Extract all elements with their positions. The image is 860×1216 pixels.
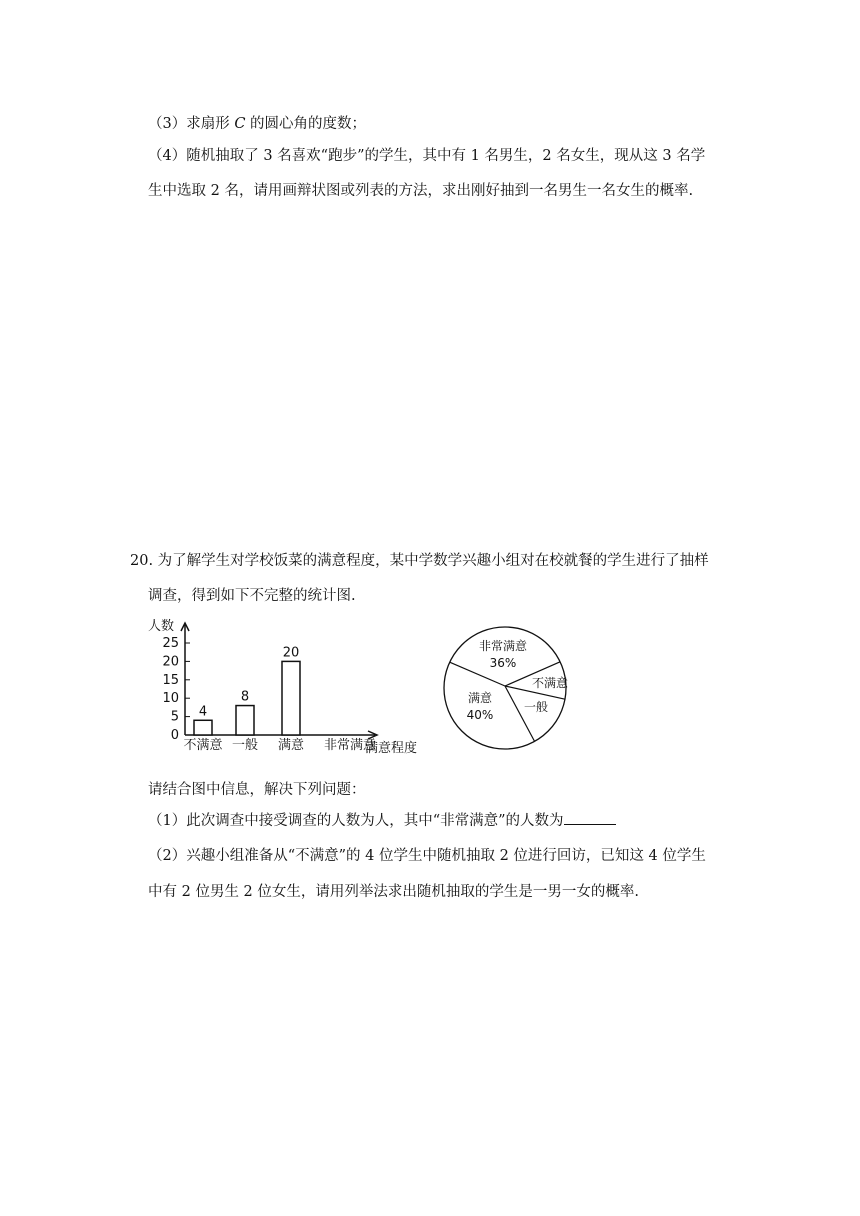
variable-c: C <box>234 116 246 132</box>
bar-value-label: 20 <box>282 645 300 661</box>
q19-part4-line2: 生中选取 2 名，请用画辩状图或列表的方法，求出刚好抽到一名男生一名女生的概率. <box>148 183 694 199</box>
y-tick-label: 0 <box>170 728 179 743</box>
bar-1 <box>194 720 212 735</box>
bar-chart-ylabel: 人数 <box>148 619 175 634</box>
y-tick-label: 5 <box>170 709 179 725</box>
q20-part2-line2: 中有 2 位男生 2 位女生，请用列举法求出随机抽取的学生是一男一女的概率. <box>148 884 639 900</box>
y-tick-label: 25 <box>162 636 179 651</box>
pie-slice-label: 一般 <box>523 700 549 714</box>
bars <box>194 645 300 735</box>
bar-2 <box>236 706 254 735</box>
x-category-label: 不满意 <box>183 738 223 753</box>
pie-slice-percent: 40% <box>466 708 494 722</box>
q20-instruction: 请结合图中信息，解决下列问题： <box>148 782 366 798</box>
pie-slice-label: 非常满意 <box>478 639 528 653</box>
answer-blank <box>564 810 616 825</box>
q20-part1: （1）此次调查中接受调查的人数为人，其中“非常满意”的人数为 <box>148 810 616 831</box>
x-category-label: 非常满意 <box>323 738 377 753</box>
y-tick-label: 20 <box>162 654 179 670</box>
x-categories <box>183 737 376 753</box>
y-tick-label: 10 <box>162 691 179 707</box>
q20-stem-line2: 调查，得到如下不完整的统计图. <box>148 588 356 604</box>
bar-3 <box>282 661 300 735</box>
bar-value-label: 8 <box>240 689 250 705</box>
pie-slice-percent: 36% <box>489 656 517 670</box>
q19-part3: （3）求扇形 C 的圆心角的度数； <box>148 116 367 132</box>
pie-slice-label: 不满意 <box>531 676 569 690</box>
x-category-label: 一般 <box>231 738 259 753</box>
pie-slice-label: 满意 <box>467 691 493 705</box>
q20-part2-line1: （2）兴趣小组准备从“不满意”的 4 位学生中随机抽取 2 位进行回访，已知这 4 位学生 <box>148 848 706 864</box>
bar-value-label: 4 <box>198 704 208 720</box>
pie-slices <box>444 627 568 749</box>
x-category-label: 满意 <box>277 738 305 753</box>
bar-chart <box>145 612 435 757</box>
y-ticks <box>162 636 190 743</box>
q19-part4-line1: （4）随机抽取了 3 名喜欢“跑步”的学生，其中有 1 名男生，2 名女生，现从这 3 名学 <box>148 148 706 164</box>
x-axis-label: 满意程度 <box>365 741 418 756</box>
q20-stem-line1: 20. 为了解学生对学校饭菜的满意程度，某中学数学兴趣小组对在校就餐的学生进行了抽样 <box>130 553 709 569</box>
pie-chart <box>437 620 577 760</box>
y-tick-label: 15 <box>162 672 179 688</box>
